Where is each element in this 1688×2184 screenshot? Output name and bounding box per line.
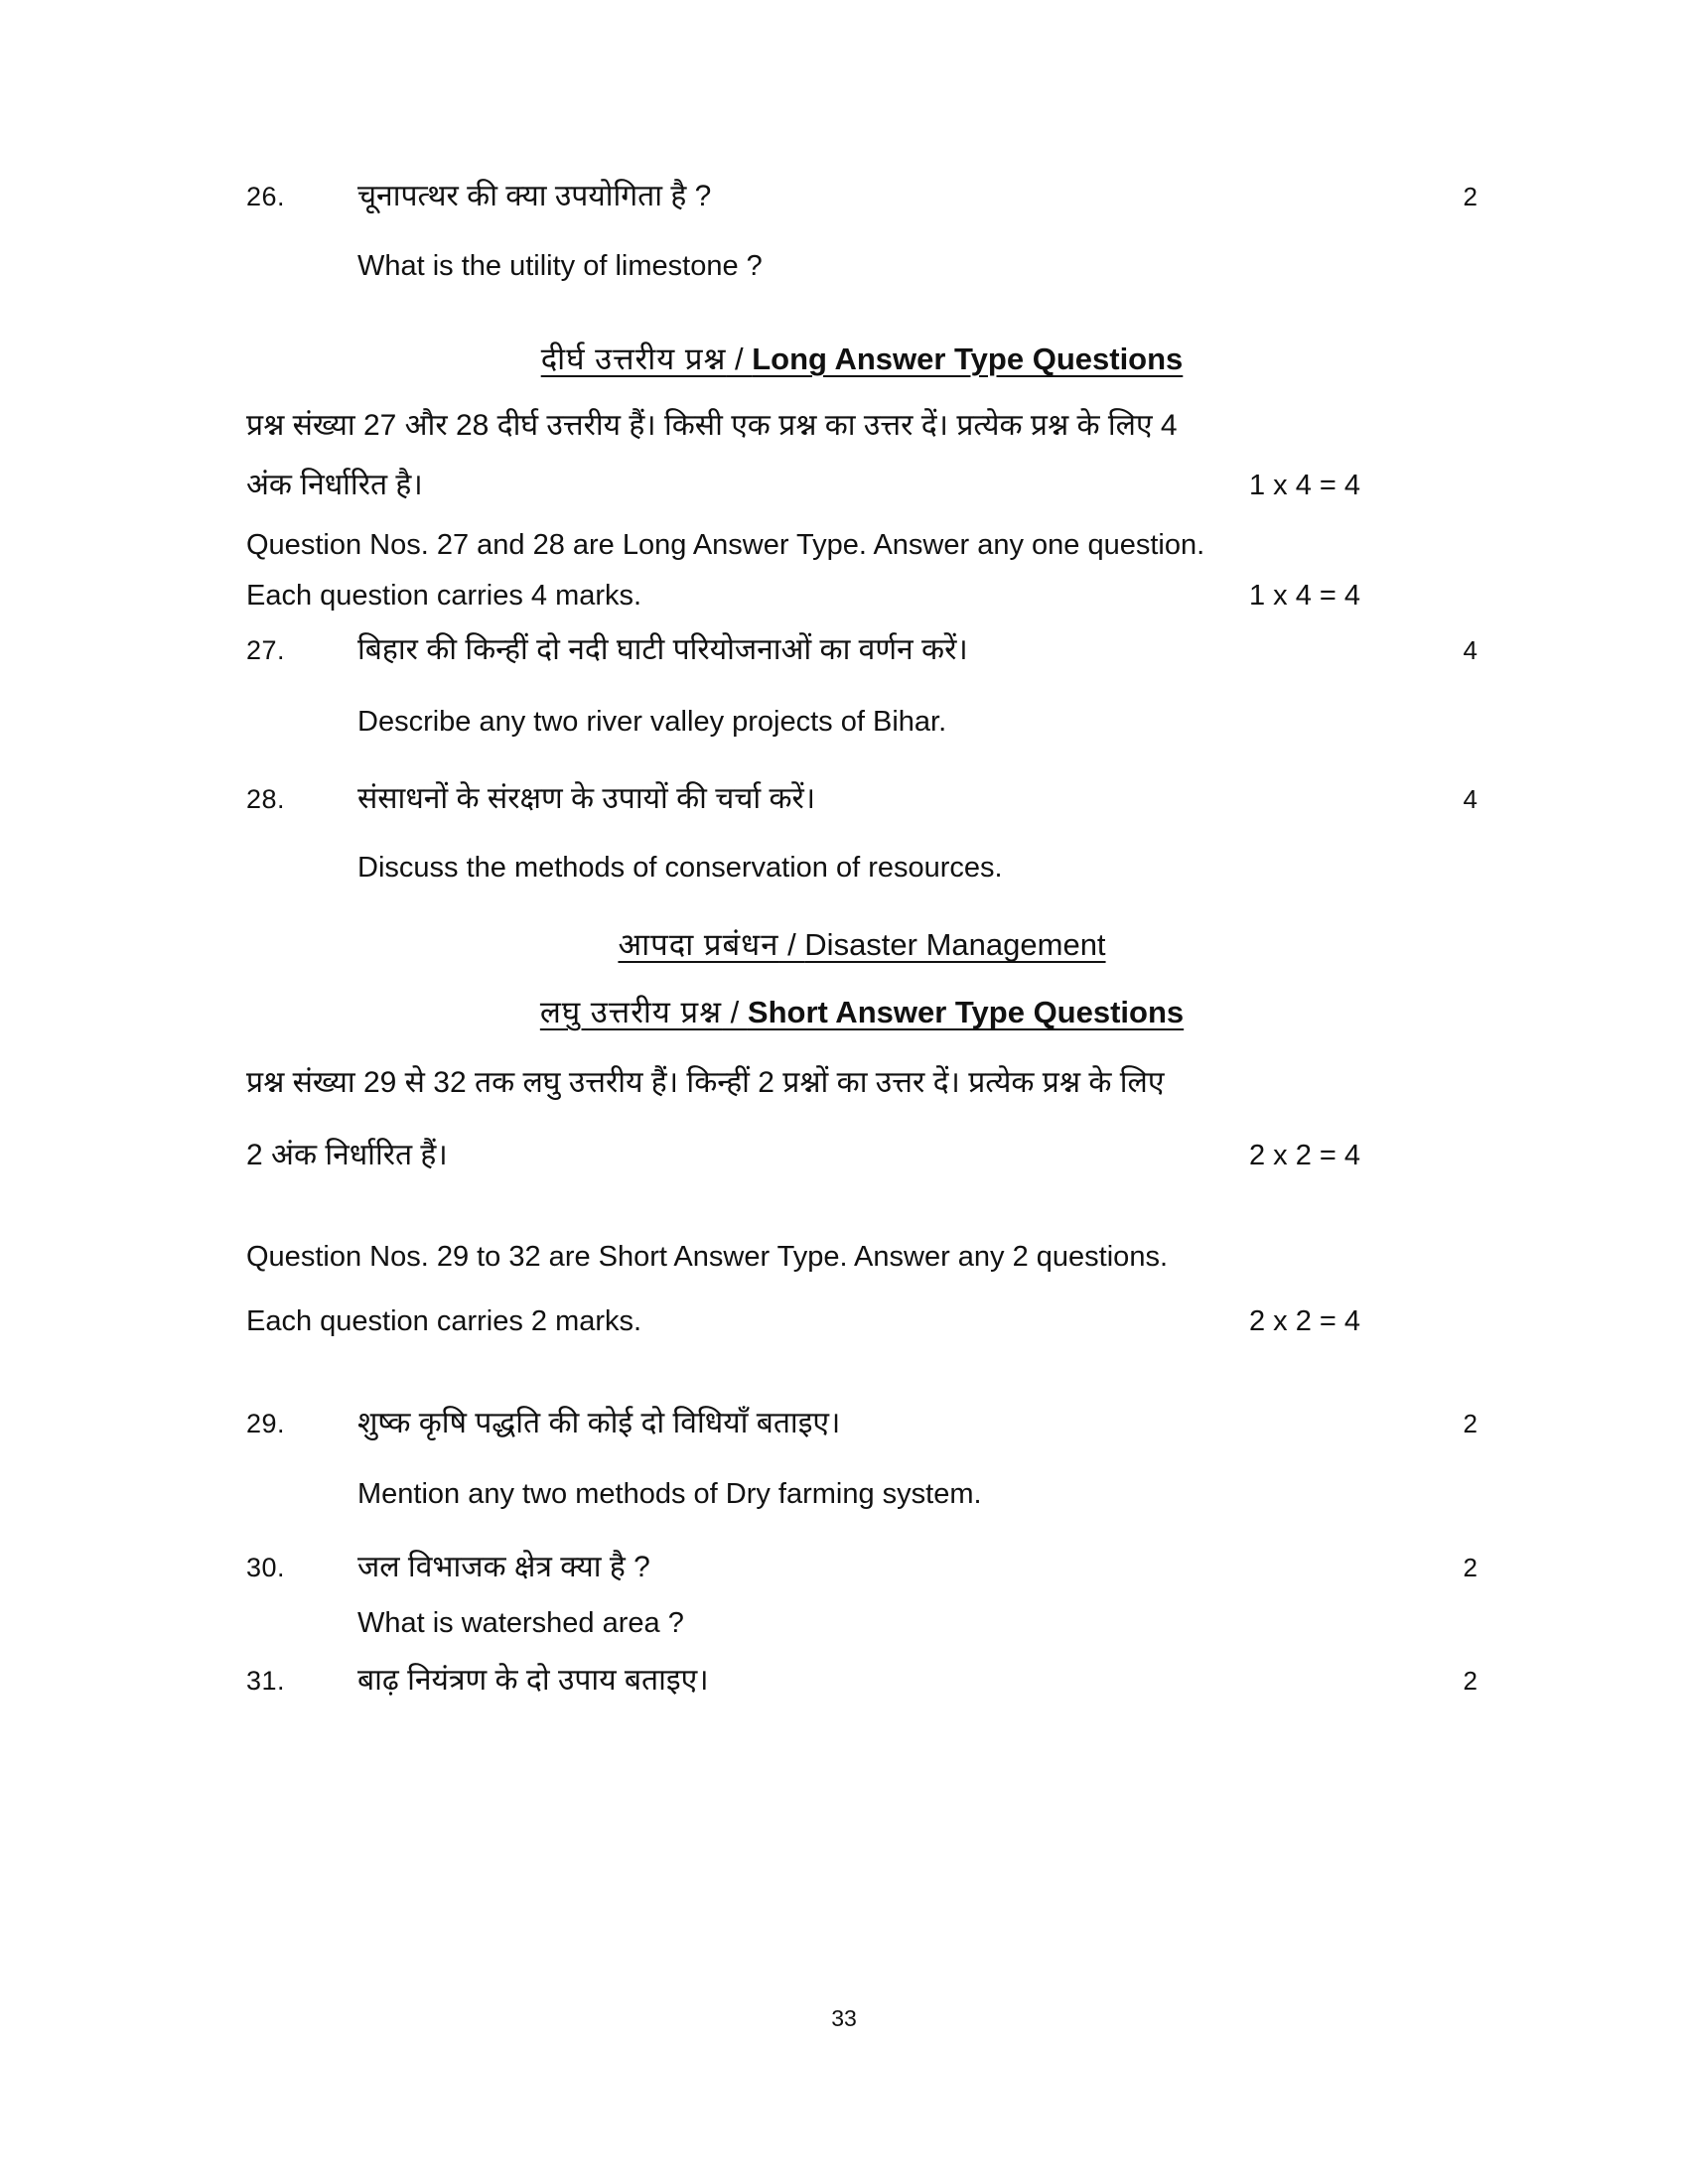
short-answer-marks-hindi: 2 x 2 = 4 xyxy=(1249,1139,1361,1171)
question-marks: 4 xyxy=(1463,783,1477,814)
question-text-hindi: जल विभाजक क्षेत्र क्या है ? xyxy=(357,1551,650,1584)
spacer xyxy=(246,671,1477,703)
long-answer-instruction-english-line2: Each question carries 4 marks. xyxy=(246,580,642,613)
question-row-28-english xyxy=(246,849,1477,887)
short-answer-marks-english: 2 x 2 = 4 xyxy=(1249,1304,1361,1337)
question-number: 27. xyxy=(246,635,286,666)
question-text-hindi: शुष्क कृषि पद्धति की कोई दो विधियाँ बताइए। xyxy=(357,1406,841,1439)
spacer xyxy=(246,503,1477,523)
question-number: 26. xyxy=(246,182,286,211)
question-row-27-english xyxy=(246,703,1477,742)
spacer xyxy=(246,286,1477,338)
section-heading-short-answer xyxy=(246,991,1477,1032)
spacer xyxy=(246,1514,1477,1548)
section-heading-english: Disaster Management xyxy=(804,927,1106,963)
question-marks: 2 xyxy=(1463,182,1477,211)
section-heading-hindi: आपदा प्रबंधन xyxy=(618,927,779,963)
long-answer-marks-english: 1 x 4 = 4 xyxy=(1249,580,1361,613)
question-text-english: What is watershed area ? xyxy=(357,1606,684,1639)
long-answer-instruction-english-line2-row xyxy=(246,580,1477,613)
question-marks: 2 xyxy=(1463,1553,1477,1583)
short-answer-instruction-english-line1: Question Nos. 29 to 32 are Short Answer Type. Answer any 2 questions. xyxy=(246,1240,1168,1273)
short-answer-instruction-english-line2: Each question carries 2 marks. xyxy=(246,1304,642,1337)
question-row-27 xyxy=(246,630,1477,671)
section-heading-english: Long Answer Type Questions xyxy=(752,341,1184,376)
long-answer-instruction-hindi-line2-row xyxy=(246,463,1477,503)
short-answer-instruction-hindi-line2: 2 अंक निर्धारित हैं। xyxy=(246,1138,448,1171)
section-heading-separator: / xyxy=(726,341,753,376)
section-heading-long-answer xyxy=(246,338,1477,379)
question-text-english: What is the utility of limestone ? xyxy=(357,249,763,282)
spacer xyxy=(246,1338,1477,1404)
spacer xyxy=(246,819,1477,849)
question-row-26-english xyxy=(246,247,1477,286)
spacer xyxy=(246,1032,1477,1060)
question-text-english: Mention any two methods of Dry farming system. xyxy=(357,1478,982,1511)
short-answer-instruction-hindi-line1: प्रश्न संख्या 29 से 32 तक लघु उत्तरीय हैं। किन्हीं 2 प्रश्नों का उत्तर दें। प्रत्येक प्रश्न के लिए xyxy=(246,1066,1165,1100)
question-text-english: Describe any two river valley projects of Bihar. xyxy=(357,705,947,738)
spacer xyxy=(246,379,1477,403)
spacer xyxy=(246,965,1477,991)
question-text-hindi: चूनापत्थर की क्या उपयोगिता है ? xyxy=(357,180,712,212)
question-number: 28. xyxy=(246,783,286,814)
long-answer-instruction-hindi-line1: प्रश्न संख्या 27 और 28 दीर्घ उत्तरीय हैं। किसी एक प्रश्न का उत्तर दें। प्रत्येक प्रश्न के लिए 4 xyxy=(246,408,1178,442)
spacer xyxy=(246,1173,1477,1235)
spacer xyxy=(246,217,1477,247)
section-heading-disaster-management xyxy=(246,923,1477,965)
question-number: 29. xyxy=(246,1408,286,1438)
question-row-26 xyxy=(246,177,1477,217)
spacer xyxy=(246,1643,1477,1661)
page-content xyxy=(246,0,1477,1702)
question-row-28 xyxy=(246,779,1477,820)
question-row-30-english xyxy=(246,1604,1477,1643)
top-spacer xyxy=(246,0,1477,177)
question-row-29-english xyxy=(246,1475,1477,1514)
section-heading-separator: / xyxy=(722,995,748,1030)
spacer xyxy=(246,1443,1477,1475)
section-heading-separator: / xyxy=(778,927,805,963)
section-heading-english: Short Answer Type Questions xyxy=(747,995,1185,1030)
question-text-hindi: संसाधनों के संरक्षण के उपायों की चर्चा करें। xyxy=(357,781,816,815)
question-text-english: Discuss the methods of conservation of resources. xyxy=(357,852,1003,885)
spacer xyxy=(246,1588,1477,1604)
question-marks: 2 xyxy=(1463,1408,1477,1438)
page-number: 33 xyxy=(831,2005,857,2031)
short-answer-instruction-hindi-line2-row xyxy=(246,1133,1477,1173)
question-number: 31. xyxy=(246,1666,286,1697)
spacer xyxy=(246,613,1477,630)
question-text-hindi: बिहार की किन्हीं दो नदी घाटी परियोजनाओं का वर्णन करें। xyxy=(357,633,968,667)
question-number: 30. xyxy=(246,1553,286,1583)
question-marks: 4 xyxy=(1463,635,1477,666)
spacer xyxy=(246,742,1477,779)
question-marks: 2 xyxy=(1463,1666,1477,1697)
spacer xyxy=(246,887,1477,923)
question-text-hindi: बाढ़ नियंत्रण के दो उपाय बताइए। xyxy=(357,1664,709,1698)
long-answer-marks-hindi: 1 x 4 = 4 xyxy=(1249,470,1361,502)
section-heading-hindi: दीर्घ उत्तरीय प्रश्न xyxy=(540,341,727,376)
short-answer-instruction-english-line2-row xyxy=(246,1305,1477,1338)
long-answer-instruction-hindi-line2: अंक निर्धारित है। xyxy=(246,469,423,502)
section-heading-hindi: लघु उत्तरीय प्रश्न xyxy=(539,995,723,1030)
question-row-29 xyxy=(246,1404,1477,1444)
question-row-31 xyxy=(246,1661,1477,1702)
long-answer-instruction-english-line1: Question Nos. 27 and 28 are Long Answer Type. Answer any one question. xyxy=(246,529,1205,562)
question-row-30 xyxy=(246,1548,1477,1588)
